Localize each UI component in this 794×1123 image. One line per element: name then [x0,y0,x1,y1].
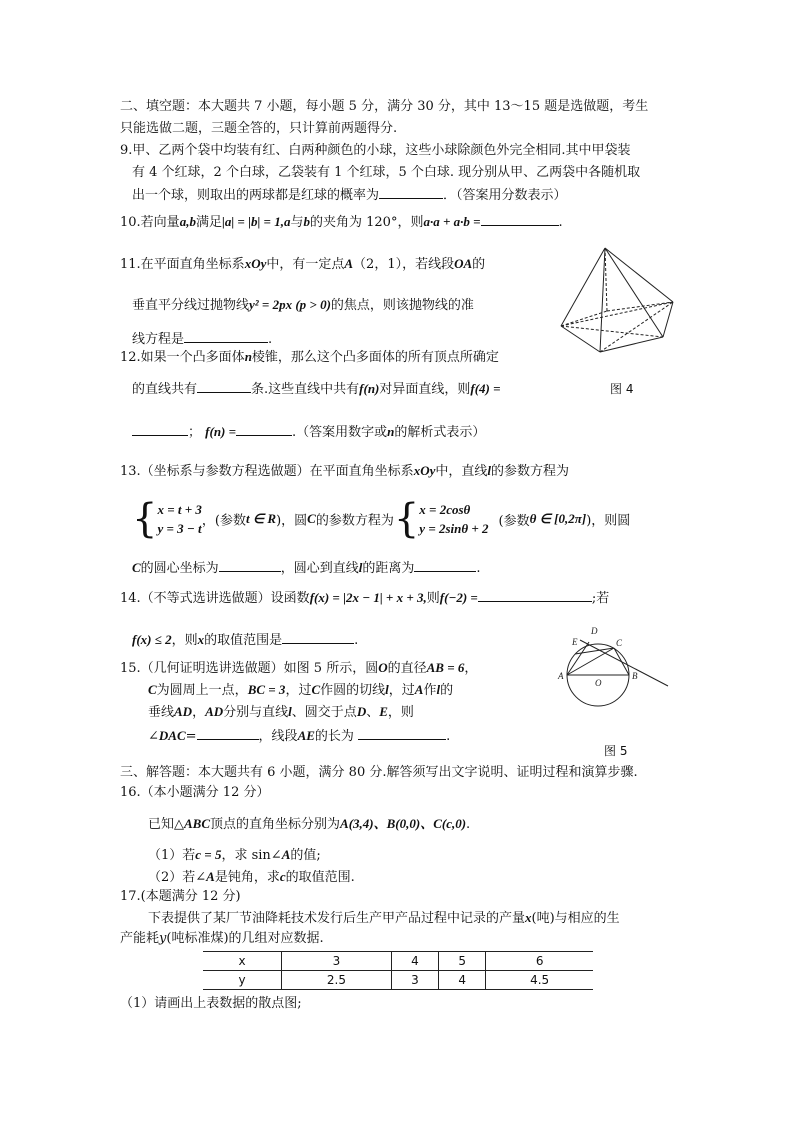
table-row [203,952,593,971]
figure4-pyramid [555,244,690,356]
fig5-label-C: C [616,638,623,648]
q12-line2: 的直线共有 条.这些直线中共有f(n)对异面直线，则f(4) = [132,378,501,399]
table-cell: 5 [439,952,486,971]
q17-line2: 产能耗y(吨标准煤)的几组对应数据. [120,931,324,946]
fig5-label-A: A [558,671,564,681]
q15-blank-length[interactable] [358,725,446,740]
q13-blank-distance[interactable] [414,557,476,572]
q17-title: 17.(本题满分 12 分) [120,889,241,904]
q15-line2: C为圆周上一点，BC = 3，过C作圆的切线l，过A作l的 [148,682,454,698]
figure5-caption: 图 5 [604,744,628,758]
q11-answer-blank[interactable] [184,328,268,343]
q12-blank-lines[interactable] [197,378,251,393]
q16-title: 16.（本小题满分 12 分） [120,785,270,800]
section3-header: 三、解答题：本大题共有 6 小题，满分 80 分.解答须写出文字说明、证明过程和演算步骤. [120,765,638,780]
q11-line3: 线方程是 . [132,328,272,349]
figure4-caption: 图 4 [610,382,634,396]
q9-line2: 有 4 个红球，2 个白球，乙袋装有 1 个红球，5 个白球. 现分别从甲、乙两袋中各随机取 [132,165,641,180]
fig5-label-B: B [632,671,638,681]
q15-line1: 15.（几何证明选讲选做题）如图 5 所示，圆O的直径AB = 6， [120,660,478,676]
q14-blank-f[interactable] [478,587,592,602]
q9-line3: 出一个球，则取出的两球都是红球的概率为 ．（答案用分数表示） [132,184,567,205]
q13-line1: 13.（坐标系与参数方程选做题）在平面直角坐标系xOy中，直线l的参数方程为 [120,463,570,479]
q17-part1: （1）请画出上表数据的散点图; [120,996,302,1011]
q12-line3: ； f(n) = .（答案用数字或n的解析式表示） [132,421,485,442]
q9-line1: 9.甲、乙两个袋中均装有红、白两种颜色的小球，这些小球除颜色外完全相同.其中甲袋装 [120,143,631,158]
table-cell: 2.5 [282,971,392,990]
table-row [203,971,593,990]
q11-line2: 垂直平分线过抛物线y² = 2px (p > 0)的焦点，则该抛物线的准 [132,297,474,313]
q17-line1: 下表提供了某厂节油降耗技术发行后生产甲产品过程中记录的产量x(吨)与相应的生 [148,910,620,926]
q12-blank-fn[interactable] [236,421,292,436]
q10-answer-blank[interactable] [481,211,559,226]
q16-line1: 已知△ABC顶点的直角坐标分别为A(3,4)、B(0,0)、C(c,0). [148,816,471,832]
q11-line1: 11.在平面直角坐标系xOy中，有一定点A（2，1），若线段OA的 [120,256,486,272]
table-cell: 4 [391,952,438,971]
q16-part2: （2）若∠A是钝角，求c的取值范围. [148,869,355,885]
table-cell: 4 [439,971,486,990]
q12-line1: 12.如果一个凸多面体n棱锥，那么这个凸多面体的所有顶点所确定 [120,349,499,365]
q15-blank-angle[interactable] [197,725,259,740]
q15-line3: 垂线AD，AD分别与直线l、圆交于点D、E，则 [148,704,414,720]
table-cell: 4.5 [486,971,593,990]
q15-line4: ∠DAC= ，线段AE的长为 . [148,725,450,746]
table-cell: 3 [391,971,438,990]
q9-answer-blank[interactable] [379,184,443,199]
section2-header-line1: 二、填空题：本大题共 7 小题，每小题 5 分，满分 30 分，其中 13～15 题是选做题，考生 [120,99,649,114]
fig5-label-E: E [572,637,578,647]
table-cell: 6 [486,952,593,971]
figure5-circle [540,618,675,713]
q14-line1: 14.（不等式选讲选做题）设函数f(x) = |2x − 1| + x + 3,则f(−2) = ;若 [120,587,609,608]
q16-part1: （1）若c = 5，求 sin∠A的值; [148,847,321,863]
q13-line3: C的圆心坐标为 ，圆心到直线l的距离为 . [132,557,480,578]
fig5-label-D: D [591,626,598,636]
q13-blank-center[interactable] [219,557,281,572]
table-cell: x [203,952,282,971]
fig5-label-O: O [595,678,602,688]
q10-line: 10.若向量a,b满足|a| = |b| = 1,a与b的夹角为 120°，则a·a + a·b = . [120,211,563,232]
table-cell: y [203,971,282,990]
table-cell: 3 [282,952,392,971]
section2-header-line2: 只能选做二题，三题全答的，只计算前两题得分. [120,121,398,136]
q14-line2: f(x) ≤ 2，则x的取值范围是 . [132,629,358,650]
q14-blank-range[interactable] [282,629,354,644]
q12-blank-f4[interactable] [132,421,188,436]
q13-line2: {x = t + 3 y = 3 − t，(参数t ∈ R)，圆C的参数方程为{x = 2cosθ y = 2sinθ + 2 (参数θ ∈ [0,2π])，则圆 [132,496,631,542]
q17-data-table [203,951,593,990]
